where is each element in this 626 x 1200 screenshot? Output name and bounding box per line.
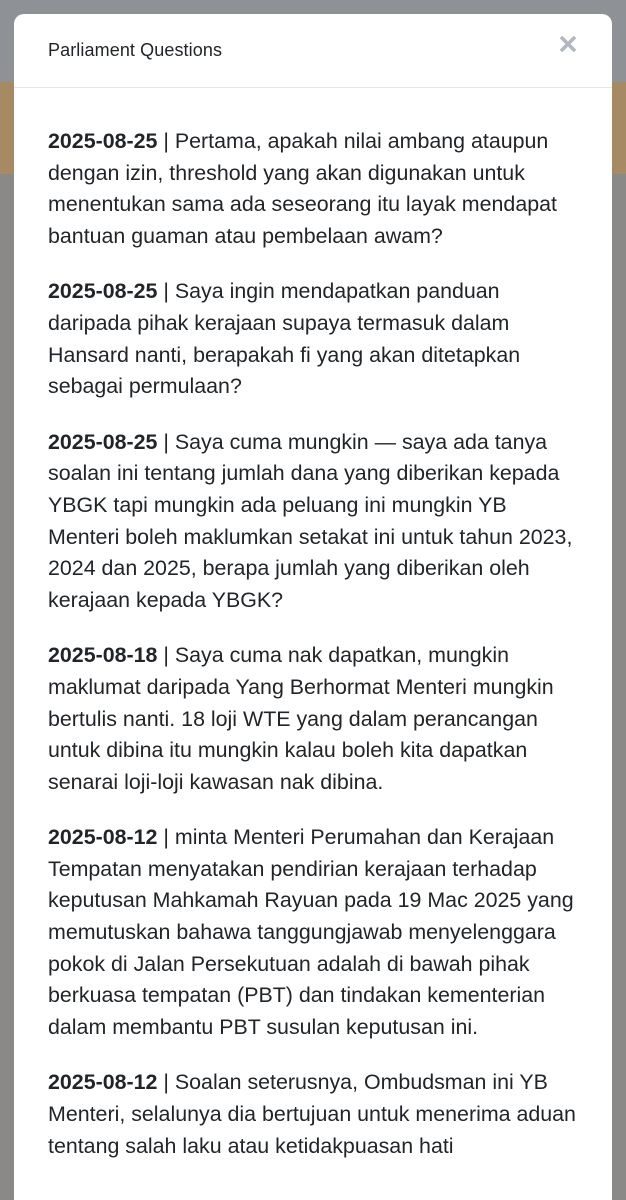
question-text: Saya cuma nak dapatkan, mungkin maklumat daripada Yang Berhormat Menteri mungkin bertulis nanti. 18 loji WTE yang dalam perancangan untuk dibina itu mungkin kalau boleh kita dapatkan senarai loji-loji kawasan nak dibina. (48, 643, 554, 794)
question-item (48, 126, 578, 252)
question-text: Saya cuma mungkin — saya ada tanya soalan ini tentang jumlah dana yang diberikan kepada YBGK tapi mungkin ada peluang ini mungkin YB Menteri boleh maklumkan setakat ini untuk tahun 2023, 2024 dan 2025, berapa jumlah yang diberikan oleh kerajaan kepada YBGK? (48, 429, 573, 612)
question-item (48, 1067, 578, 1162)
question-item (48, 427, 578, 617)
separator: | (163, 1070, 169, 1095)
separator: | (163, 643, 169, 668)
question-text: Saya ingin mendapatkan panduan daripada pihak kerajaan supaya termasuk dalam Hansard nanti, berapakah fi yang akan ditetapkan sebagai permulaan? (48, 279, 521, 399)
question-item (48, 276, 578, 402)
parliament-questions-modal (14, 14, 612, 1200)
modal-body (14, 88, 612, 1162)
question-date: 2025-08-25 (48, 429, 158, 454)
close-button[interactable] (554, 30, 582, 58)
question-date: 2025-08-12 (48, 1070, 158, 1095)
question-item (48, 822, 578, 1043)
question-date: 2025-08-25 (48, 279, 158, 304)
question-text: Soalan seterusnya, Ombudsman ini YB Menteri, selalunya dia bertujuan untuk menerima aduan tentang salah laku atau ketidakpuasan hati (48, 1070, 576, 1158)
close-icon (554, 30, 582, 58)
question-text: Pertama, apakah nilai ambang ataupun dengan izin, threshold yang akan digunakan untuk menentukan sama ada seseorang itu layak mendapat bantuan guaman atau pembelaan awam? (48, 129, 557, 248)
separator: | (163, 279, 169, 304)
separator: | (163, 825, 169, 850)
question-date: 2025-08-12 (48, 825, 158, 850)
separator: | (163, 129, 169, 153)
question-text: minta Menteri Perumahan dan Kerajaan Tempatan menyatakan pendirian kerajaan terhadap keputusan Mahkamah Rayuan pada 19 Mac 2025 yang memutuskan bahawa tanggungjawab menyelenggara pokok di Jalan Persekutuan adalah di bawah pihak berkuasa tempatan (PBT) dan tindakan kementerian dalam membantu PBT susulan keputusan ini. (48, 825, 574, 1039)
modal-header (14, 14, 612, 88)
modal-title: Parliament Questions (48, 40, 223, 60)
question-date: 2025-08-25 (48, 129, 158, 153)
separator: | (163, 429, 169, 454)
question-item (48, 640, 578, 798)
question-date: 2025-08-18 (48, 643, 158, 668)
